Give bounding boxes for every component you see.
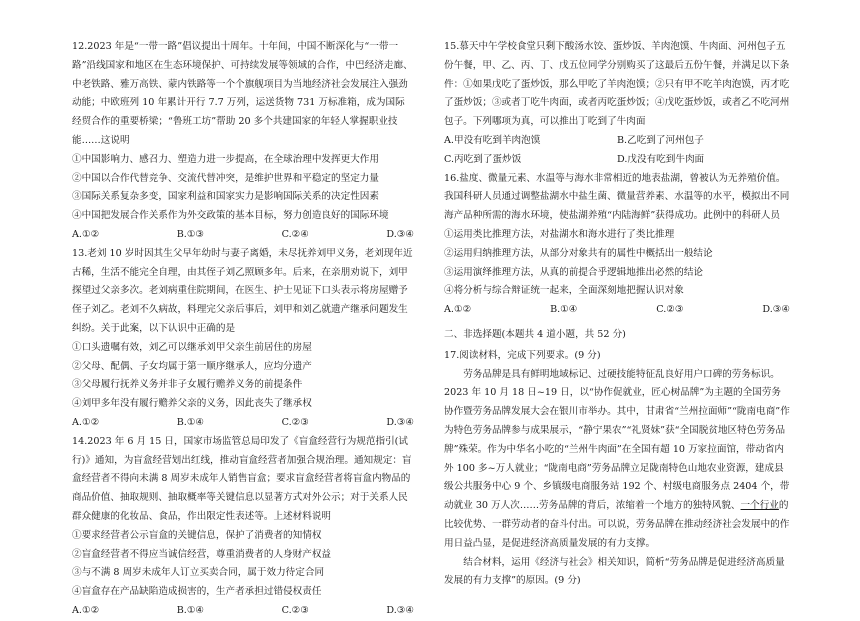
q15-option-b: B.乙吃到了河州包子: [617, 134, 704, 146]
q17-para1: 劳务品牌是具有鲜明地域标记、过硬技能特征乱良好用户口碑的劳务标识。2023 年 10 月 18 日~19 日，以“协作促就业，匠心树品牌”为主题的全国劳务协作暨劳务品牌发展大会在银川市举办。其中，甘肃省“兰州拉面师”“陇南电商”作为特色劳务品牌参与成果展示，“静宁果农”“礼贤妹”获“全国脱贫地区特色劳务品牌”殊荣。作为中华名小吃的“兰州牛肉面”在全国有超 10 万家拉面馆，带动省内外 100 多~万人就业；“陇南电商”劳务品牌立足陇南特色山地农业资源，建成县级公共服务中心 9 个、乡镇级电商服务站 192 个、村级电商服务点 2404 个，带动就业 30 万人次……劳务品牌的背后，浓缩着一个地方的独特风貌、: [444, 368, 790, 512]
q15-option-d: D.戊没有吃到牛肉面: [617, 153, 705, 165]
q16-item-2: ②运用归纳推理方法，从部分对象共有的属性中概括出一般结论: [444, 247, 713, 259]
q13-item-3: ③父母履行抚养义务并非子女履行赡养义务的前提条件: [72, 379, 303, 391]
right-column: [444, 38, 790, 591]
q16-option-b: B.①④: [550, 304, 578, 316]
q15-option-c: C.丙吃到了蛋炒饭: [444, 153, 522, 165]
q12-stem: 12.2023 年是“一带一路”倡议提出十周年。十年间，中国不断深化与“一带一路”沿线国家和地区在生态环境保护、可持续发展等领域的合作，中巴经济走廊、中老铁路、雅万高铁、蒙内铁路等一个个旗舰项目为当地经济社会发展注入强劲动能；中欧班列 10 年累计开行 7.7 万列，运送货物 731 万标准箱，成为国际经贸合作的重要桥梁；“鲁班工坊”帮助 20 多个共建国家的年轻人掌握职业技能……这说明: [72, 41, 413, 146]
q16-stem: 16.盐度、微量元素、水温等与海水非常相近的地表盐湖，曾被认为无养殖价值。我国科研人员通过调整盐湖水中盐生菌、微量营养素、水温等的水平，模拟出不同海产品种所需的海水环境，使盐湖养殖“内陆海鲜”获得成功。此例中的科研人员: [444, 172, 790, 222]
q13-item-4: ④刘甲多年没有履行赡养父亲的义务，因此丧失了继承权: [72, 398, 312, 410]
q16-item-1: ①运用类比推理方法，对盐湖水和海水进行了类比推理: [444, 228, 675, 240]
q16-option-d: D.③④: [762, 304, 790, 316]
q16-option-c: C.②③: [656, 304, 684, 316]
q14-item-4: ④盲盒存在产品缺陷造成损害的，生产者承担过错侵权责任: [72, 586, 322, 598]
q16-item-3: ③运用演绎推理方法，从真的前提合乎逻辑地推出必然的结论: [444, 266, 704, 278]
q12-item-4: ④中国把发展合作关系作为外交政策的基本目标，努力创造良好的国际环境: [72, 210, 389, 222]
q13-option-c: C.②③: [281, 416, 309, 428]
q14-stem: 14.2023 年 6 月 15 日，国家市场监管总局印发了《盲盒经营行为规范指引(试行)》通知，为盲盒经营划出红线，推动盲盒经营者加强合规治理。通知规定：盲盒经营者不得向未满 8 周岁未成年人销售盲盒；要求盲盒经营者将盲盒内物品的商品价值、抽取规则、抽取概率等关键信息以显著方式对外公示；对于关系人民群众健康的化妆品、食品，作出限定性表述等。上述材料说明: [72, 435, 412, 522]
q15-option-a: A.甲没有吃到羊肉泡馍: [444, 134, 541, 146]
q17-title: 17.阅读材料，完成下列要求。(9 分): [444, 349, 601, 361]
q14-item-2: ②盲盒经营者不得应当诚信经营，尊重消费者的人身财产权益: [72, 548, 332, 560]
q14-option-c: C.②③: [281, 604, 309, 616]
q13-option-a: A.①②: [72, 416, 100, 428]
q12-option-b: B.①③: [176, 228, 205, 240]
q16-options: [444, 301, 790, 320]
q14-options: [72, 602, 414, 621]
q16-option-a: A.①②: [444, 304, 472, 316]
q14-option-a: A.①②: [72, 604, 100, 616]
q13-item-1: ①口头遗嘱有效，刘乙可以继承刘甲父亲生前居住的房屋: [72, 341, 312, 353]
q13-item-2: ②父母、配偶、子女均属于第一顺序继承人，应均分遗产: [72, 360, 312, 372]
q12-item-3: ③国际关系复杂多变，国家利益和国家实力是影响国际关系的决定性因素: [72, 191, 379, 203]
left-column: [72, 38, 414, 621]
q12-option-d: D.③④: [386, 228, 414, 240]
q12-item-2: ②中国以合作代替竞争、交流代替冲突，是维护世界和平稳定的坚定力量: [72, 172, 379, 184]
q17-prompt: 结合材料，运用《经济与社会》相关知识，简析“劳务品牌是促进经济高质量发展的有力支撑”的原因。(9 分): [444, 556, 785, 587]
q17-underlined: 一个行业: [740, 500, 779, 512]
q13-option-d: D.③④: [386, 416, 414, 428]
q12-option-a: A.①②: [72, 228, 100, 240]
q13-stem: 13.老刘 10 岁时因其生父早年幼时与妻子离婚，未尽抚养刘甲义务，老刘现年近古稀，生活不能完全自理，由其侄子刘乙照顾多年。后来，在亲朋劝说下，刘甲探望过父亲多次。老刘病重住院期间，在医生、护士见证下口头表示将房屋赠予侄子刘乙。老刘不久病故，料理完父亲后事后，刘甲和刘乙就遗产继承问题发生纠纷。关于此案，以下认识中正确的是: [72, 247, 413, 334]
q14-item-1: ①要求经营者公示盲盒的关键信息，保护了消费者的知情权: [72, 529, 322, 541]
q12-options: [72, 226, 414, 245]
q17-material: [444, 366, 790, 554]
q17-para1-end: 的比较优势、一群劳动者的奋斗付出。可以说，劳务品牌在推动经济社会发展中的作用日益凸显，是促进经济高质量发展的有力支撑。: [444, 500, 790, 549]
q14-option-b: B.①④: [176, 604, 205, 616]
section-title: 二、非选择题(本题共 4 道小题，共 52 分): [444, 328, 626, 340]
q15-options: [444, 132, 790, 170]
q13-options: [72, 414, 414, 433]
q14-option-d: D.③④: [386, 604, 414, 616]
q12-item-1: ①中国影响力、感召力、塑造力进一步提高，在全球治理中发挥更大作用: [72, 153, 379, 165]
q14-item-3: ③与不满 8 周岁未成年人订立买卖合同，属于效力待定合同: [72, 567, 325, 579]
q16-item-4: ④将分析与综合辩证统一起来，全面深刻地把握认识对象: [444, 285, 684, 297]
q13-option-b: B.①④: [176, 416, 205, 428]
q15-stem: 15.慕天中午学校食堂只剩下酸汤水饺、蛋炒饭、羊肉泡馍、牛肉面、河州包子五份午餐，甲、乙、丙、丁、戊五位同学分别购买了这最后五份午餐，并满足以下条件：①如果戊吃了蛋炒饭，那么甲吃了羊肉泡馍；②只有甲不吃羊肉泡馍，丙才吃了蛋炒饭；③或者丁吃牛肉面，或者丙吃蛋炒饭；④戊吃蛋炒饭，或者乙不吃河州包子。下列哪项为真，可以推出丁吃到了牛肉面: [444, 41, 790, 128]
q12-option-c: C.②④: [281, 228, 309, 240]
